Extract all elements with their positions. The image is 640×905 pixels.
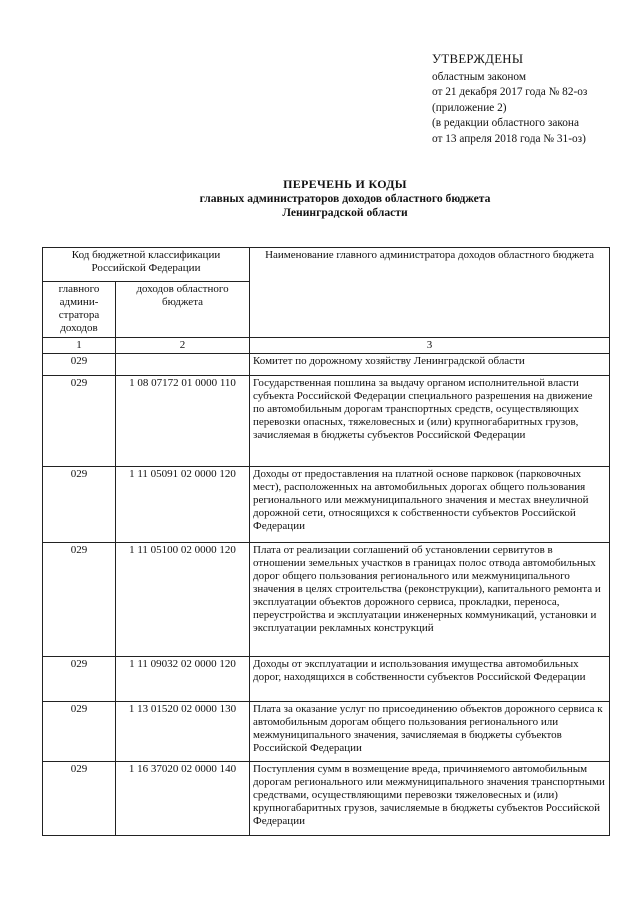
subheader-income: доходов областного бюджета — [116, 282, 250, 338]
subheader-admin: главного админи-стратора доходов — [43, 282, 116, 338]
row-income-code: 1 08 07172 01 0000 110 — [116, 376, 250, 467]
table-row — [43, 762, 610, 836]
table-row — [43, 376, 610, 467]
column-number: 1 — [43, 338, 116, 354]
row-name: Доходы от эксплуатации и использования имущества автомобильных дорог, находящихся в собственности субъектов Российской Федерации — [250, 657, 610, 702]
header-name: Наименование главного администратора доходов областного бюджета — [250, 248, 610, 338]
document-title — [70, 177, 620, 221]
row-name: Поступления сумм в возмещение вреда, причиняемого автомобильным дорогам регионального или межмуниципального значения транспортными средствами, осуществляющими перевозки тяжеловесных и (или) крупногабаритных грузов, зачисляемые в бюджеты субъектов Российской Федерации — [250, 762, 610, 836]
table-row — [43, 657, 610, 702]
admin-name: Комитет по дорожному хозяйству Ленинградской области — [250, 354, 610, 376]
approval-line: (в редакции областного закона — [432, 117, 579, 129]
column-number-row — [43, 338, 610, 354]
row-name: Доходы от предоставления на платной основе парковок (парковочных мест), расположенных на автомобильных дорогах общего пользования регионального или межмуниципального значения и местах внеуличной дорожной сети, относящихся к собственности субъектов Российской Федерации — [250, 467, 610, 543]
row-income-code: 1 16 37020 02 0000 140 — [116, 762, 250, 836]
column-number: 3 — [250, 338, 610, 354]
row-name: Плата за оказание услуг по присоединению объектов дорожного сервиса к автомобильным дорогам общего пользования регионального или межмуниципального значения, зачисляемая в бюджеты субъектов Российской Федерации — [250, 702, 610, 762]
row-admin-code: 029 — [43, 702, 116, 762]
approval-line: от 13 апреля 2018 года № 31-оз) — [432, 132, 586, 145]
row-admin-code: 029 — [43, 543, 116, 657]
approval-line: от 21 декабря 2017 года № 82-оз — [432, 86, 588, 98]
header-code: Код бюджетной классификации Российской Федерации — [43, 248, 250, 282]
row-name: Плата от реализации соглашений об установлении сервитутов в отношении земельных участков в границах полос отвода автомобильных дорог общего пользования регионального или межмуниципального значения в целях строительства (реконструкции), капитального ремонта и эксплуатации объектов дорожного сервиса, прокладки, переноса, переустройства и эксплуатации инженерных коммуникаций, установки и эксплуатации рекламных конструкций — [250, 543, 610, 657]
codes-table — [42, 247, 610, 836]
row-admin-code: 029 — [43, 467, 116, 543]
row-income-code: 1 13 01520 02 0000 130 — [116, 702, 250, 762]
row-income-code: 1 11 05100 02 0000 120 — [116, 543, 250, 657]
table-row — [43, 543, 610, 657]
approval-heading: УТВЕРЖДЕНЫ — [432, 52, 524, 66]
column-number: 2 — [116, 338, 250, 354]
admin-income-blank — [116, 354, 250, 376]
title-line-1: ПЕРЕЧЕНЬ И КОДЫ — [283, 177, 407, 191]
admin-row — [43, 354, 610, 376]
table-row — [43, 702, 610, 762]
title-line-2: главных администраторов доходов областного бюджета — [199, 191, 491, 205]
admin-code: 029 — [43, 354, 116, 376]
approval-stamp — [432, 52, 587, 147]
row-name: Государственная пошлина за выдачу органом исполнительной власти субъекта Российской Федерации специального разрешения на движение по автомобильным дорогам транспортных средств, осуществляющих перевозки опасных, тяжеловесных и (или) крупногабаритных грузов, зачисляемая в бюджеты субъектов Российской Федерации — [250, 376, 610, 467]
table-header-row — [43, 248, 610, 282]
row-admin-code: 029 — [43, 376, 116, 467]
row-admin-code: 029 — [43, 762, 116, 836]
title-line-3: Ленинградской области — [282, 206, 408, 219]
table-row — [43, 467, 610, 543]
row-income-code: 1 11 09032 02 0000 120 — [116, 657, 250, 702]
row-admin-code: 029 — [43, 657, 116, 702]
approval-line: (приложение 2) — [432, 101, 507, 114]
approval-line: областным законом — [432, 70, 526, 83]
row-income-code: 1 11 05091 02 0000 120 — [116, 467, 250, 543]
